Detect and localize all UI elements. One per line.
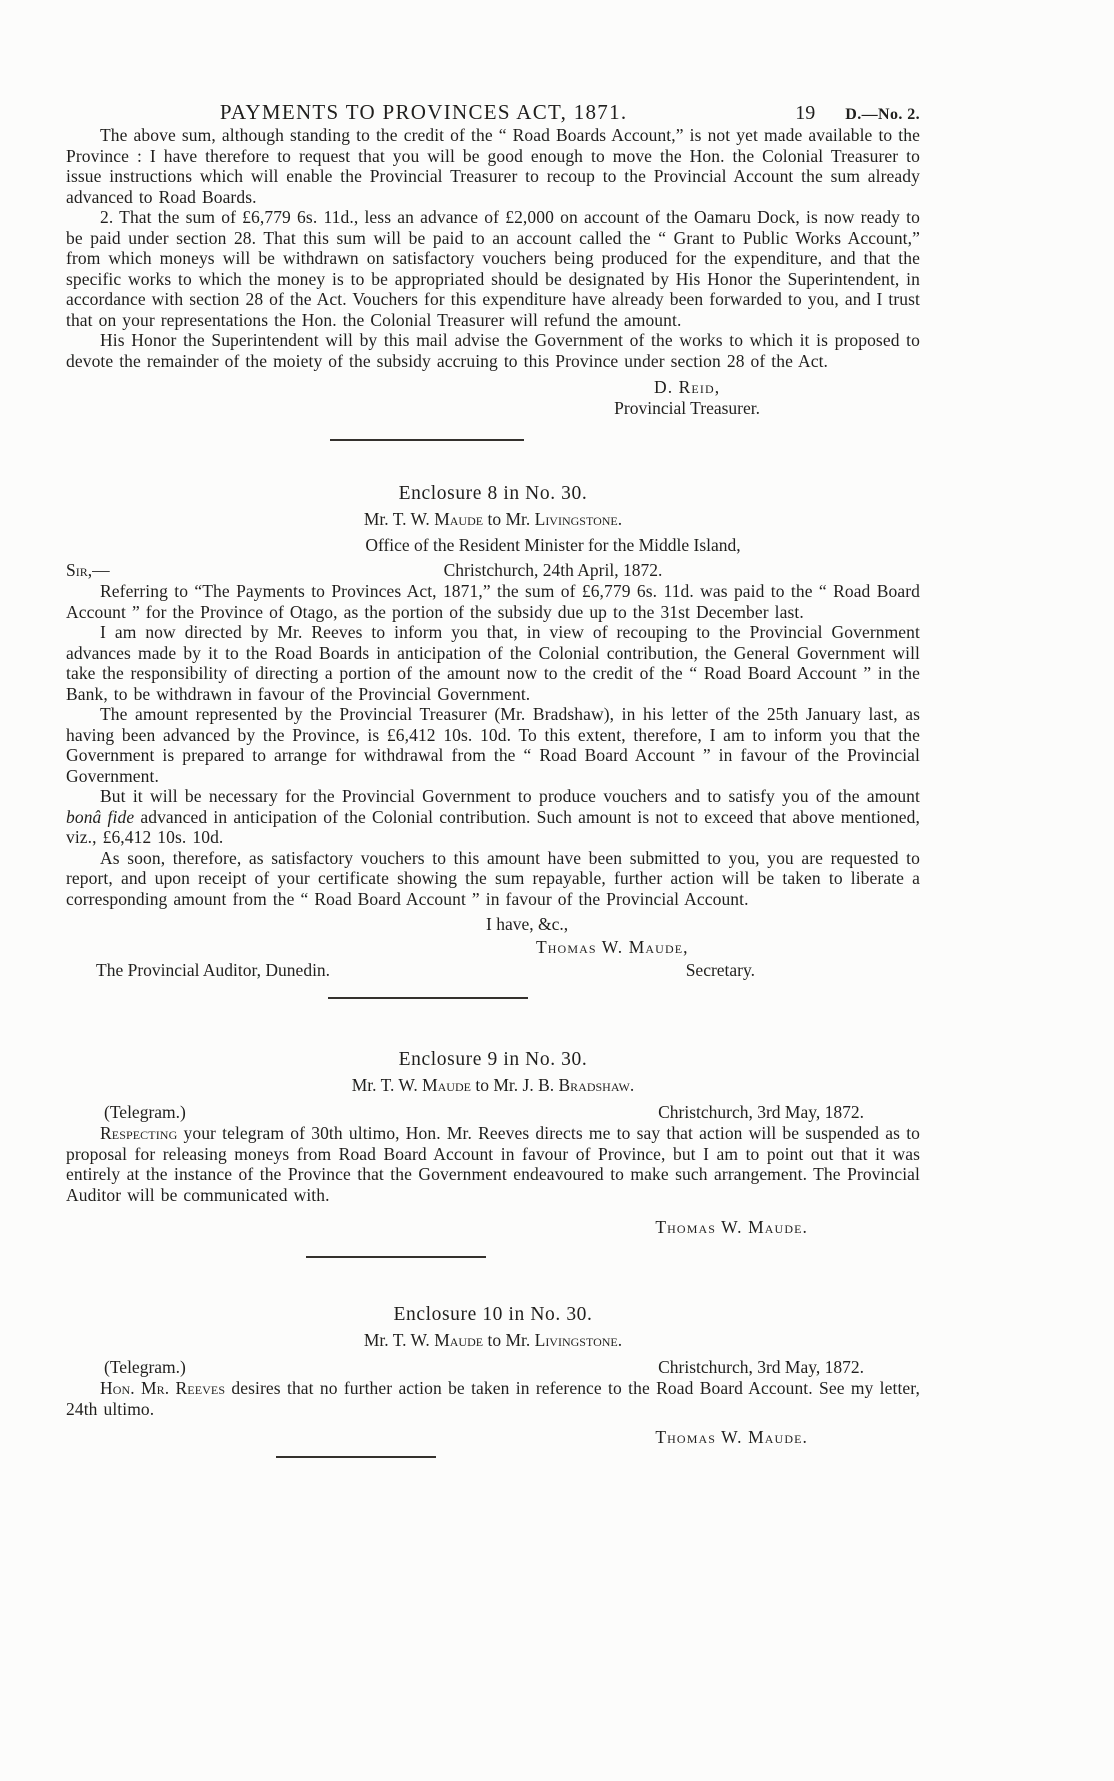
subhead-name: Livingstone	[534, 509, 618, 529]
enclosure-9	[66, 1049, 920, 1238]
subhead-text: to Mr.	[483, 509, 535, 529]
paragraph: 2. That the sum of £6,779 6s. 11d., less an advance of £2,000 on account of the Oamaru Dock, is now ready to be paid under section 28. That this sum will be paid to an account called the “ Grant to Public Works Account,” from which moneys will be withdrawn on satisfactory vouchers being produced for the expenditure, and that the specific works to which the money is to be appropriated should be designated by His Honor the Superintendent, in accordance with section 28 of the Act. Vouchers for this expenditure have already been forwarded to you, and I trust that on your representations the Hon. the Colonial Treasurer will refund the amount.	[66, 207, 920, 330]
addressee-line: The Provincial Auditor, Dunedin.	[96, 960, 331, 980]
section-divider	[276, 1456, 436, 1458]
paragraph: The above sum, although standing to the credit of the “ Road Boards Account,” is not yet made available to the Province : I have therefore to request that you will be good enough to move the Hon. the Colonial Treasurer to issue instructions which will enable the Provincial Treasurer to recoup to the Provincial Account the sum already advanced to Road Boards.	[66, 125, 920, 207]
page-header	[66, 100, 920, 125]
document-content	[66, 0, 920, 1458]
subhead-name: Maude	[422, 1075, 471, 1095]
telegram-header-row	[66, 1357, 920, 1378]
paragraph	[66, 786, 920, 848]
date-line: Christchurch, 3rd May, 1872.	[658, 1357, 864, 1377]
paragraph: I am now directed by Mr. Reeves to inform you that, in view of recouping to the Provincial Government advances made by it to the Road Boards in anticipation of the Colonial contribution, the General Government will take the responsibility of directing a portion of the amount now to the credit of the “ Road Board Account ” in the Bank, to be withdrawn in favour of the Provincial Government.	[66, 622, 920, 704]
telegram-label: (Telegram.)	[104, 1357, 186, 1377]
addressee-row	[66, 960, 920, 981]
subhead-text: Mr. T. W.	[351, 1075, 423, 1095]
subhead-text: to Mr. J. B.	[470, 1075, 559, 1095]
enclosure-subhead	[66, 1330, 920, 1351]
section-divider	[330, 439, 524, 441]
paragraph-text: desires that no further action be taken in reference to the Road Board Account. See my letter, 24th ultimo.	[66, 1378, 920, 1419]
salutation-date-row	[66, 560, 920, 581]
page-number: 19	[795, 102, 816, 124]
latin-phrase: bonâ fide	[66, 806, 135, 827]
paragraph-text: advanced in anticipation of the Colonial contribution. Such amount is not to exceed that above mentioned, viz., £6,412 10s. 10d.	[66, 806, 920, 847]
page-title: PAYMENTS TO PROVINCES ACT, 1871.	[219, 100, 628, 124]
subhead-name: Livingstone	[534, 1330, 618, 1350]
subhead-text: Mr. T. W.	[363, 1330, 435, 1350]
signature-name: Thomas W. Maude,	[536, 937, 689, 957]
paragraph-lead: Respecting	[100, 1123, 178, 1143]
enclosure-subhead	[66, 509, 920, 530]
telegram-header-row	[66, 1102, 920, 1123]
office-line: Office of the Resident Minister for the Middle Island,	[365, 535, 741, 555]
date-line: Christchurch, 3rd May, 1872.	[658, 1102, 864, 1122]
enclosure-heading: Enclosure 10 in No. 30.	[393, 1304, 593, 1325]
subhead-name: Bradshaw	[558, 1075, 630, 1095]
subhead-text: .	[617, 1330, 623, 1350]
enclosure-heading: Enclosure 9 in No. 30.	[398, 1049, 588, 1070]
enclosure-8	[66, 483, 920, 981]
section-divider	[306, 1256, 486, 1258]
subhead-name: Maude	[434, 1330, 484, 1350]
signature-name: D. Reid,	[653, 377, 721, 397]
signature-name: Thomas W. Maude.	[655, 1217, 808, 1237]
salutation: Sir,—	[66, 560, 110, 580]
paragraph: The amount represented by the Provincial Treasurer (Mr. Bradshaw), in his letter of the 25th January last, as having been advanced by the Province, is £6,412 10s. 10d. To this extent, therefore, I am to inform you that the Government is prepared to arrange for withdrawal from the “ Road Board Account ” in favour of the Provincial Government.	[66, 704, 920, 786]
paragraph: As soon, therefore, as satisfactory vouchers to this amount have been submitted to you, you are requested to report, and upon receipt of your certificate showing the sum repayable, further action will be taken to liberate a corresponding amount from the “ Road Board Account ” in favour of the Provincial Account.	[66, 847, 920, 909]
subhead-text: to Mr.	[483, 1330, 535, 1350]
letter-1	[66, 125, 920, 419]
paragraph: Referring to “The Payments to Provinces Act, 1871,” the sum of £6,779 6s. 11d. was paid to the “ Road Board Account ” for the Province of Otago, as the portion of the subsidy due up to the 31st December last.	[66, 581, 920, 622]
closing-line: I have, &c.,	[486, 914, 569, 934]
enclosure-subhead	[66, 1075, 920, 1096]
enclosure-heading: Enclosure 8 in No. 30.	[398, 483, 588, 504]
signature-block	[614, 377, 760, 419]
signature-title: Provincial Treasurer.	[614, 398, 760, 418]
signature-name: Thomas W. Maude.	[655, 1427, 808, 1447]
doc-reference: D.—No. 2.	[845, 106, 920, 123]
paragraph: His Honor the Superintendent will by this mail advise the Government of the works to which it is proposed to devote the remainder of the moiety of the subsidy accruing to this Province under section 28 of the Act.	[66, 330, 920, 371]
subhead-text: Mr. T. W.	[363, 509, 435, 529]
subhead-text: .	[617, 509, 623, 529]
subhead-text: .	[629, 1075, 635, 1095]
paragraph	[66, 1123, 920, 1205]
enclosure-10	[66, 1304, 920, 1448]
telegram-label: (Telegram.)	[104, 1102, 186, 1122]
paragraph-lead: Hon. Mr. Reeves	[100, 1378, 226, 1398]
date-line: Christchurch, 24th April, 1872.	[443, 560, 663, 580]
subhead-name: Maude	[434, 509, 484, 529]
paragraph	[66, 1378, 920, 1419]
paragraph-text: But it will be necessary for the Provincial Government to produce vouchers and to satisfy you of the amount	[100, 786, 920, 806]
section-divider	[328, 997, 528, 999]
paragraph-text: your telegram of 30th ultimo, Hon. Mr. Reeves directs me to say that action will be suspended as to proposal for releasing moneys from Road Board Account in favour of Province, but I am to point out that it was entirely at the instance of the Province that the Government endeavoured to make such arrangement. The Provincial Auditor will be communicated with.	[66, 1123, 920, 1205]
signature-title: Secretary.	[685, 960, 755, 980]
